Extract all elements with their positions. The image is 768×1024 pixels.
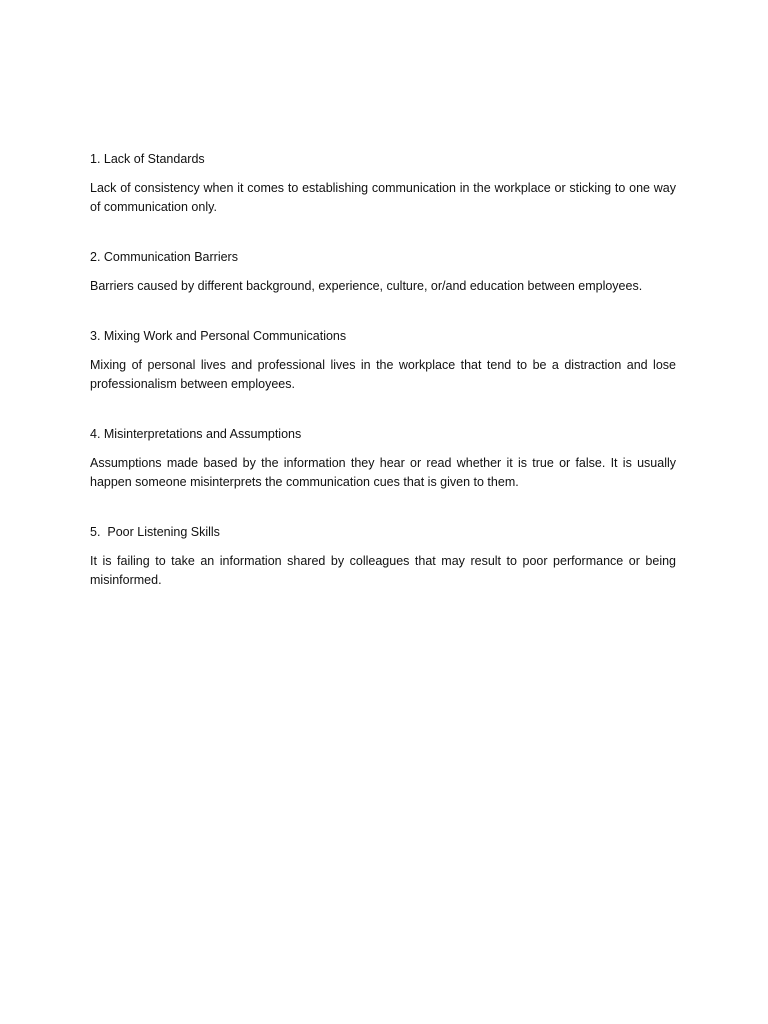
section-mixing-work-personal bbox=[90, 327, 676, 394]
section-heading: 3. Mixing Work and Personal Communications bbox=[90, 329, 347, 343]
section-poor-listening bbox=[90, 523, 676, 590]
section-body: It is failing to take an information shared by colleagues that may result to poor performance or being misinformed. bbox=[90, 554, 676, 587]
section-misinterpretations bbox=[90, 425, 676, 492]
document-content bbox=[90, 150, 676, 590]
section-body: Mixing of personal lives and professional lives in the workplace that tend to be a distraction and lose professionalism between employees. bbox=[90, 358, 676, 391]
section-communication-barriers bbox=[90, 248, 676, 296]
section-heading: 5. Poor Listening Skills bbox=[90, 525, 220, 539]
section-body: Barriers caused by different background, experience, culture, or/and education between employees. bbox=[90, 279, 643, 293]
section-heading: 2. Communication Barriers bbox=[90, 250, 238, 264]
section-body: Assumptions made based by the information they hear or read whether it is true or false. It is usually happen someone misinterprets the communication cues that is given to them. bbox=[90, 456, 676, 489]
section-lack-of-standards bbox=[90, 150, 676, 217]
section-heading: 1. Lack of Standards bbox=[90, 152, 205, 166]
section-body: Lack of consistency when it comes to establishing communication in the workplace or sticking to one way of communication only. bbox=[90, 181, 676, 214]
section-heading: 4. Misinterpretations and Assumptions bbox=[90, 427, 302, 441]
